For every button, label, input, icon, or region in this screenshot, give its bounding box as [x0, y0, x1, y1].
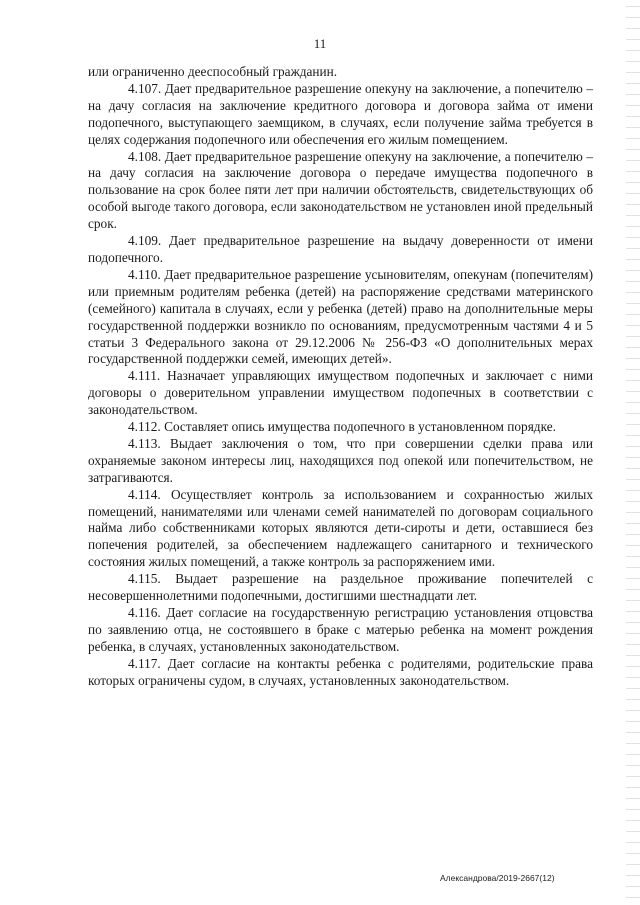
paragraph-4-111: 4.111. Назначает управляющих имуществом подопечных и заключает с ними договоры о доверительном управлении имуществом подопечных в соответствии с законодательством. — [88, 368, 593, 418]
paragraph-4-110: 4.110. Дает предварительное разрешение усыновителям, опекунам (попечителям) или приемным родителям ребенка (детей) на распоряжение средствами материнского (семейного) капитала в случаях, если у ребенка (детей) право на дополнительные меры государственной поддержки возникло по основаниям, предусмотренным частями 4 и 5 статьи 3 Федерального закона от 29.12.2006 № 256-ФЗ «О дополнительных мерах государственной поддержки семей, имеющих детей». — [88, 266, 593, 367]
paragraph-continuation: или ограниченно дееспособный гражданин. — [88, 64, 338, 79]
paragraph-4-117: 4.117. Дает согласие на контакты ребенка с родителями, родительские права которых ограничены судом, в случаях, установленных законодательством. — [88, 655, 593, 688]
scan-edge-marks — [626, 0, 640, 905]
paragraph-4-109: 4.109. Дает предварительное разрешение на выдачу доверенности от имени подопечного. — [88, 233, 593, 265]
paragraph-4-108: 4.108. Дает предварительное разрешение опекуну на заключение, а попечителю – на дачу согласия на заключение договора о передаче имущества подопечного в пользование на срок более пяти лет при наличии обстоятельств, свидетельствующих об особой выгоде такого договора, если законодательством не установлен иной предельный срок. — [88, 148, 593, 232]
page-number: 11 — [313, 36, 327, 51]
paragraph-4-112: 4.112. Составляет опись имущества подопечного в установленном порядке. — [128, 419, 556, 435]
footer-document-code: Александрова/2019-2667(12) — [440, 873, 555, 883]
paragraph-4-107: 4.107. Дает предварительное разрешение опекуну на заключение, а попечителю – на дачу согласия на заключение кредитного договора и договора займа от имени подопечного, выступающего заемщиком, в случаях, если получение займа требуется в целях содержания подопечного или обеспечения его жилым помещением. — [88, 80, 593, 147]
paragraph-4-115: 4.115. Выдает разрешение на раздельное проживание попечителей с несовершеннолетними подопечными, достигшими шестнадцати лет. — [88, 571, 593, 604]
paragraph-4-116: 4.116. Дает согласие на государственную регистрацию установления отцовства по заявлению отца, не состоявшего в браке с матерью ребенка на момент рождения ребенка, в случаях, установленных законодательством. — [88, 605, 593, 654]
paragraph-4-114: 4.114. Осуществляет контроль за использованием и сохранностью жилых помещений, нанимателями или членами семей нанимателей по договорам социального найма либо собственниками которых являются дети-сироты и дети, оставшиеся без попечения родителей, за обеспечением надлежащего санитарного и технического состояния жилых помещений, а также контроль за распоряжением ими. — [88, 486, 593, 570]
paragraph-4-113: 4.113. Выдает заключения о том, что при совершении сделки права или охраняемые законом интересы лиц, находящихся под опекой или попечительством, не затрагиваются. — [88, 435, 593, 485]
document-body — [88, 64, 593, 690]
